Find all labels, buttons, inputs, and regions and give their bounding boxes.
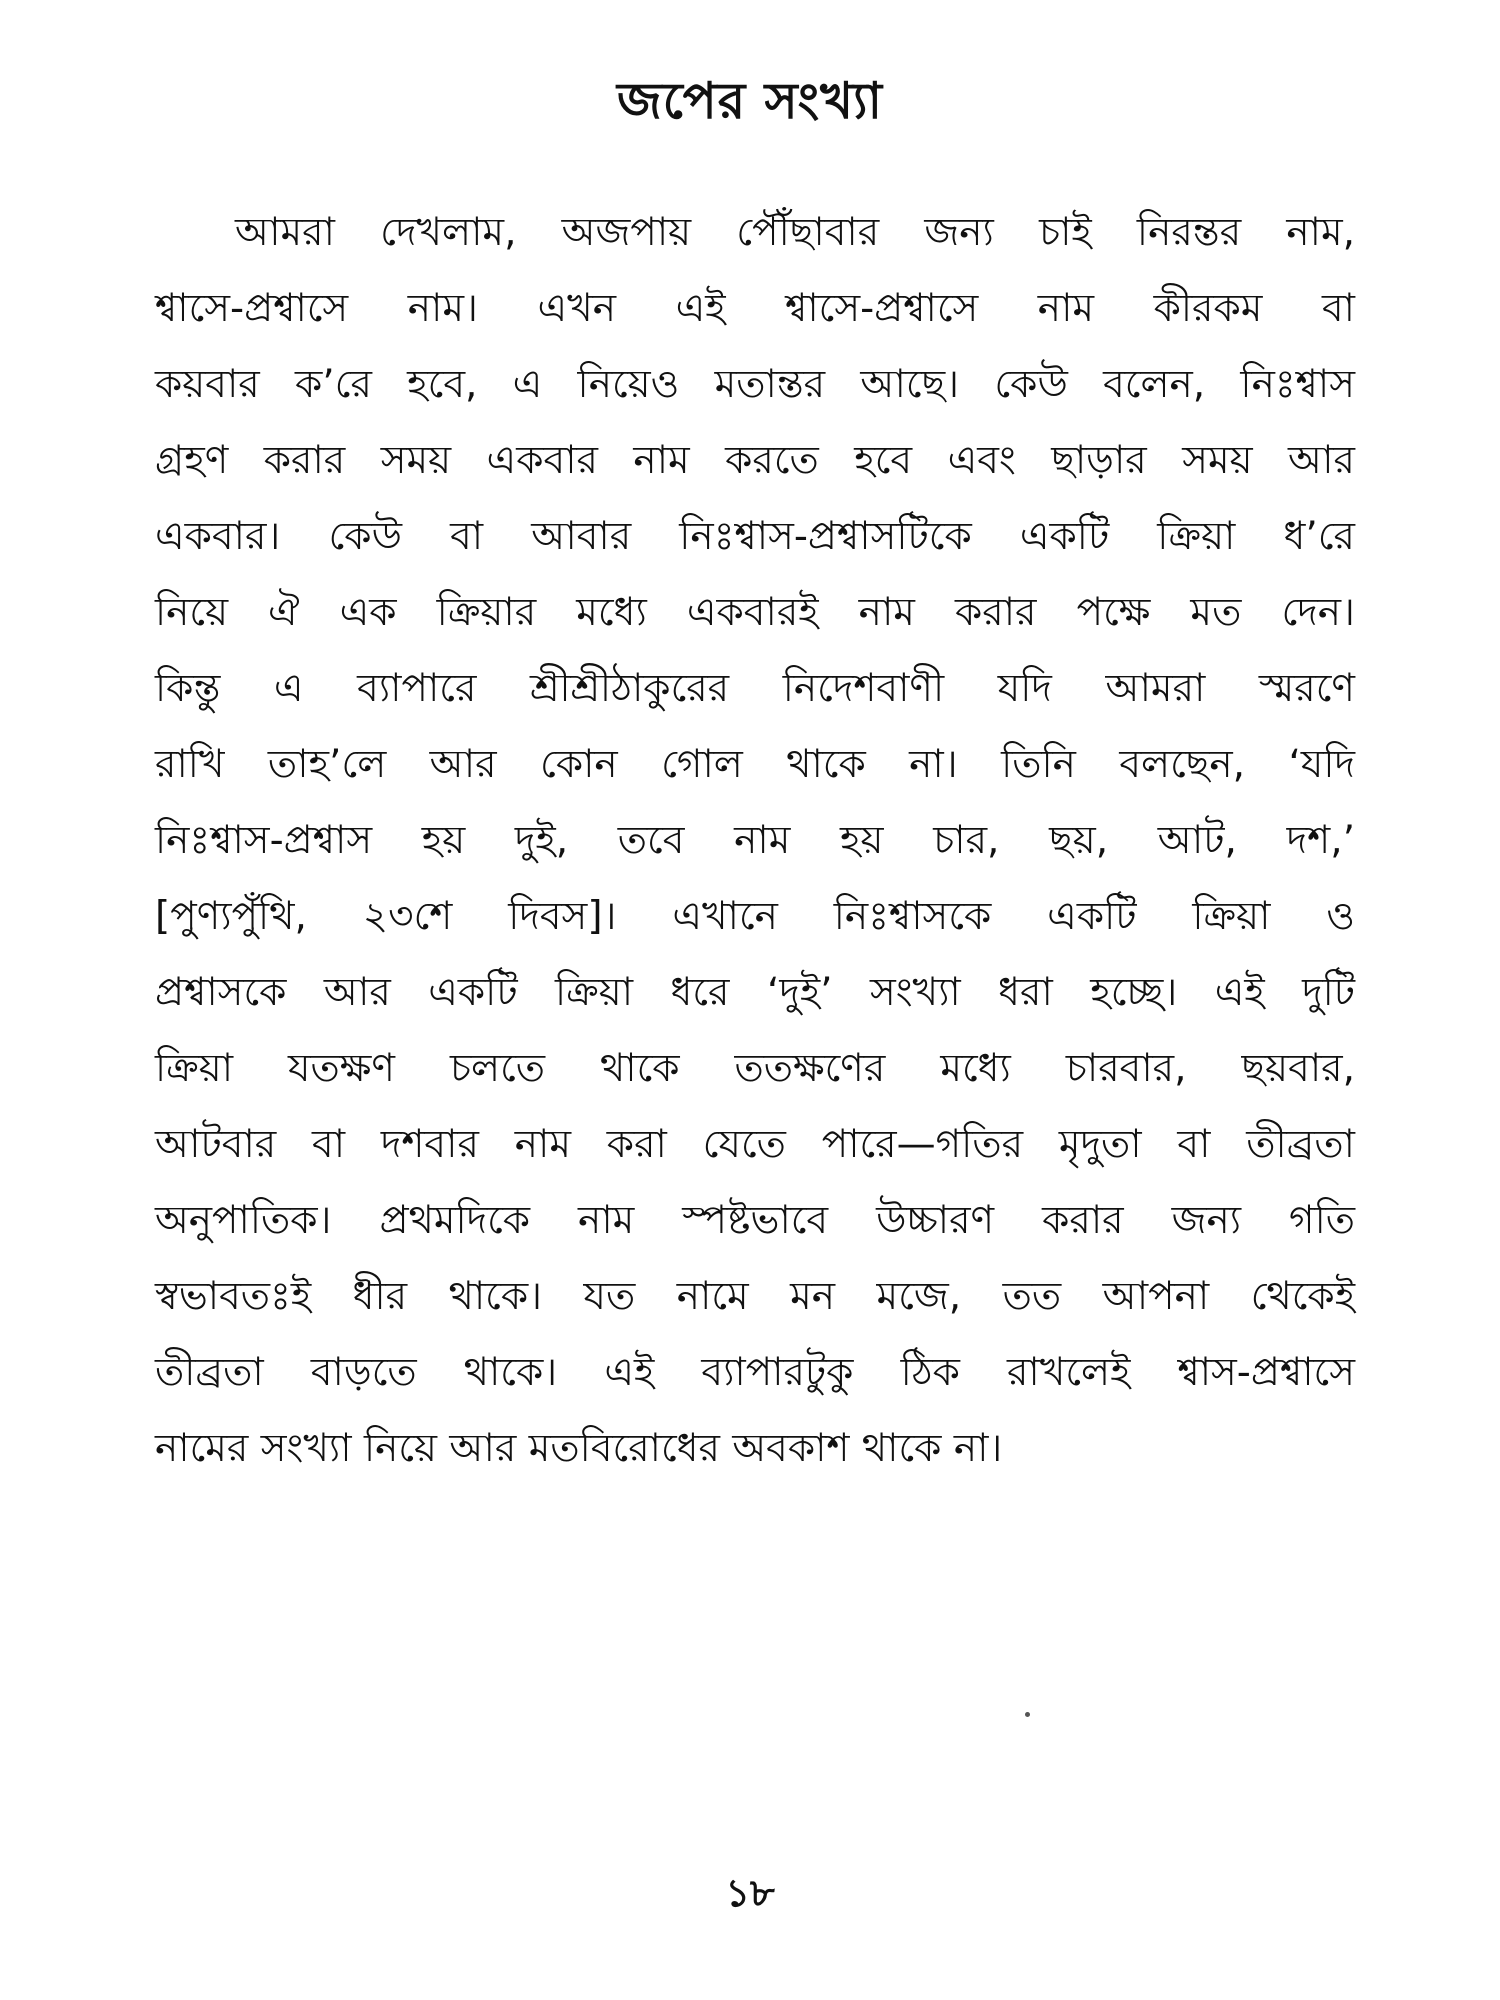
- body-paragraph: [155, 195, 1355, 1487]
- page-title: জপের সংখ্যা: [616, 72, 884, 130]
- paragraph-line: নিয়ে ঐ এক ক্রিয়ার মধ্যে একবারই নাম করার পক্ষে মত দেন।: [155, 590, 1355, 635]
- paragraph-line: নিঃশ্বাস-প্রশ্বাস হয় দুই, তবে নাম হয় চার, ছয়, আট, দশ,’: [155, 818, 1355, 863]
- paragraph-line: নামের সংখ্যা নিয়ে আর মতবিরোধের অবকাশ থাকে না।: [155, 1426, 1003, 1471]
- paragraph-line: রাখি তাহ’লে আর কোন গোল থাকে না। তিনি বলছেন, ‘যদি: [155, 742, 1355, 787]
- paragraph-line: কিন্তু এ ব্যাপারে শ্রীশ্রীঠাকুরের নিদেশবাণী যদি আমরা স্মরণে: [155, 666, 1355, 711]
- paragraph-line: শ্বাসে-প্রশ্বাসে নাম। এখন এই শ্বাসে-প্রশ্বাসে নাম কীরকম বা: [155, 286, 1355, 331]
- paragraph-line: স্বভাবতঃই ধীর থাকে। যত নামে মন মজে, তত আপনা থেকেই: [155, 1274, 1355, 1319]
- paragraph-line: ক্রিয়া যতক্ষণ চলতে থাকে ততক্ষণের মধ্যে চারবার, ছয়বার,: [155, 1046, 1355, 1091]
- paragraph-line: আটবার বা দশবার নাম করা যেতে পারে—গতির মৃদুতা বা তীব্রতা: [155, 1122, 1355, 1167]
- page-number: ১৮: [725, 1871, 775, 1915]
- paragraph-line: গ্রহণ করার সময় একবার নাম করতে হবে এবং ছাড়ার সময় আর: [155, 438, 1355, 483]
- paragraph-line: প্রশ্বাসকে আর একটি ক্রিয়া ধরে ‘দুই’ সংখ্যা ধরা হচ্ছে। এই দুটি: [155, 970, 1355, 1015]
- paragraph-line: তীব্রতা বাড়তে থাকে। এই ব্যাপারটুকু ঠিক রাখলেই শ্বাস-প্রশ্বাসে: [155, 1350, 1355, 1395]
- print-speck: [1025, 1712, 1030, 1717]
- paragraph-line: কয়বার ক’রে হবে, এ নিয়েও মতান্তর আছে। কেউ বলেন, নিঃশ্বাস: [155, 362, 1355, 407]
- paragraph-line: আমরা দেখলাম, অজপায় পৌঁছাবার জন্য চাই নিরন্তর নাম,: [235, 210, 1355, 255]
- paragraph-line: একবার। কেউ বা আবার নিঃশ্বাস-প্রশ্বাসটিকে একটি ক্রিয়া ধ’রে: [155, 514, 1355, 559]
- paragraph-line: অনুপাতিক। প্রথমদিকে নাম স্পষ্টভাবে উচ্চারণ করার জন্য গতি: [155, 1198, 1355, 1243]
- paragraph-line: [পুণ্যপুঁথি, ২৩শে দিবস]। এখানে নিঃশ্বাসকে একটি ক্রিয়া ও: [155, 894, 1355, 939]
